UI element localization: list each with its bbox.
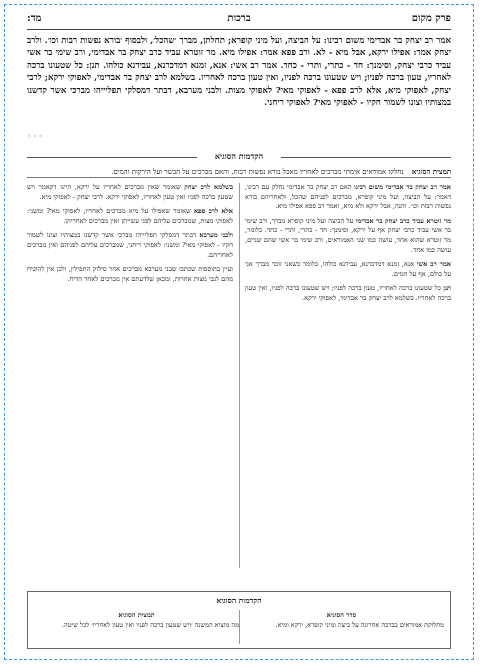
footer-column-right [239,610,444,646]
commentary-paragraph: בשלמא לרב יצחק שאומר שאין מברכים לאחריו על ירקא, היינו דקאמר ויש שטעון ברכה לפניו ואין טעון לאחריו, לאפוקי ירקא. לרבי יצחק - לאפוקי מיא. [27,183,233,201]
intro-heading: תמצית הסוגיא [411,167,451,176]
page-header [27,13,451,27]
header-divider [27,29,451,30]
commentary-paragraph: ועיין בתוספות שכתבו שבני מערבא מברכים אחר סילוק התפילין, ולכן אין להוכיח מהם לגבי מצות אחרות, ומכאן שלדעתם אין מברכים לאחר הריח. [27,265,233,283]
commentary-paragraph: ולבני מערבא דבתר דמסלקי תפליייהו מברכי אשר קדשנו במצותיו וצונו לשמור חקיו - לאפוקי מאי? ומשני: לאפוקי ריחני, שמברכים עליהם לפניהם ואין מברכים לאחריהם. [27,231,233,259]
footer-column-left [34,610,239,646]
footer-title: הקדמות הסוגיא [216,596,262,605]
gemara-end-mark: ◦◦◦ [27,132,45,141]
gemara-text: אמר רב יצחק בר אבדימי משום רבינו: על הביצה, ועל מיני קופרא; תחלתן, מברך ׳שהכל׳, ולבסוף ׳בורא נפשות רבות וכו׳. ולרב יצחק אמר: אפילו ירקא, אבל מיא - לא. ורב פפא אמר: אפילו מיא. מר זוטרא עביד כרב יצחק בר אבדימי, ורב שימי בר אשי עביד כרבי יצחק, וסימנך: חד - כתרי, ותרי - כחד. אמר רב אשי: אנא, זמנא דמדכרנא, עבידנא כולהו. תנן: כל שטעונו ברכה לאחריו, טעון ברכה לפניו; ויש שטעונו ברכה לפניו, ואין טעון ברכה לאחריו. בשלמא לרב יצחק בר אבדימי, לאפוקי ירקא; לרבי יצחק, לאפוקי מיא, אלא לרב פפא - לאפוקי מאי? לאפוקי מצות. ולבני מערבא, דבתר דמסלקי תפליייהו מברכי אשר קדשנו במצותיו וצונו לשמור חקיו - לאפוקי מאי? לאפוקי ריחני. [27,36,451,109]
page-frame [4,4,474,660]
section-title-text: הקדמות הסוגיא [209,151,269,161]
commentary-paragraph: אמר רב אשי אנא, זמנא דמדכרנא, עבידנא כולהו, כלומר כשאני זוכר מברך אני על כולם, אף על המים. [245,260,451,278]
page-number: מד: [27,13,42,24]
footer-left-text: מה מוציא המשנה ׳ויש שטעון ברכה לפניו ואין טעון לאחריו׳ לכל שיטה. [61,621,239,629]
footer-left-heading: תמצית הסוגיא [118,611,155,619]
title-rule-right [281,157,451,158]
column-divider [239,183,240,568]
title-rule-left [27,157,197,158]
commentary-paragraph: תנן כל שטעונו ברכה לאחריו, טעון ברכה לפניו; ויש שטעונו ברכה לפניו, ואין טעון ברכה לאחריו. בשלמא לרב יצחק בר אבדימי, לאפוקי ירקא. [245,284,451,302]
footer-divider [239,610,240,644]
section-title [27,151,451,163]
footer-right-heading: סדר הסוגיא [326,611,357,619]
intro-text: נחלקו אמוראים אימתי מברכים לאחריו מאכל בורא נפשות רבות, והאם מברכים על הבשר ועל הירקות והמים. [111,168,404,176]
chapter-name: פרק מקום [411,13,451,24]
intro-bar [27,166,451,178]
commentary-paragraph: מר זוטרא עביד כרב יצחק בר אבדימי על הביצה ועל מיני קופרא מברך, ורב שימי בר אשי עביד כרבי יצחק אף על ירקא, וסימנך: חד - כתרי, ותרי - כחד. כלומר, מר זוטרא שהוא אחד, עושה כמו שני האמוראים, ורב שימי בר אשי שהם שניים, עושה כמו אחד. [245,216,451,254]
footer-box [27,591,451,649]
tractate-name: ברכות [227,13,251,24]
commentary-paragraph: אלא לרב פפא שאומר שאפילו על מיא מברכים לאחריו, לאפוקי מאי? ומשני: לאפוקי מצות, שמברכים עליהם לפני עשייתן ואין מברכים לאחריהן. [27,207,233,225]
commentary-paragraph: אמר רב יצחק בר אבדימי משום רבינו האם רב יצחק בר אבדימי נחלק עם רבינו, דאמר: על הביצה, ועל מיני קופרא, מברכים לפניהם שהכל, ולאחריהם בורא נפשות רבות וכו׳. והנה, אבל ירקא ולא מיא, ואמר רב פפא אפילו מיא. [245,183,451,211]
footer-right-text: מחלוקת אמוראים בברכה אחרונה על ביצה ומיני קופרא, ירקא ומיא. [275,621,444,629]
commentary-column-left [27,183,233,568]
commentary-column-right [245,183,451,568]
